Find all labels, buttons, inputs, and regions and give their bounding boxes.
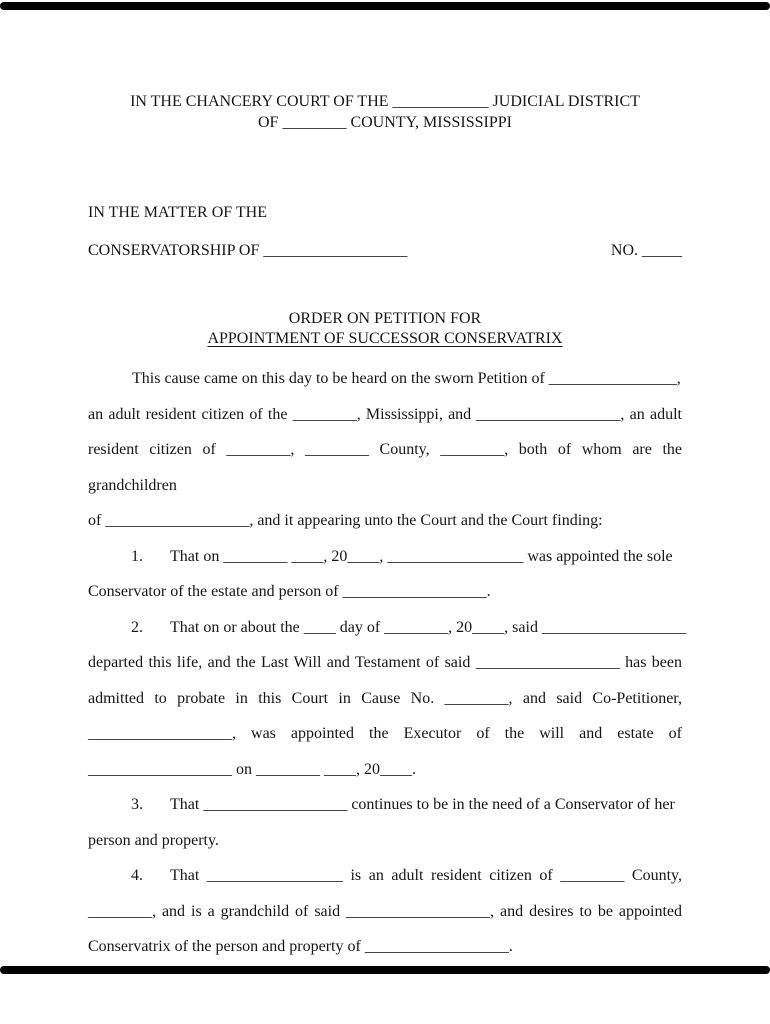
body-line: ________, and is a grandchild of said __________________, and desires to be appointed [88,902,682,920]
body-line: resident citizen of ________, ________ County, ________, both of whom are the grandchildren [88,441,682,494]
document-body [88,361,686,965]
body-line [88,787,682,823]
body-line-text: That __________________ continues to be in the need of a Conservator of her [170,796,675,813]
body-line: Conservatrix of the person and property of __________________. [88,938,513,955]
body-line-text: That _________________ is an adult resident citizen of ________ County, [170,867,682,884]
matter-of-line: IN THE MATTER OF THE [88,204,267,221]
document-content [88,0,686,965]
case-caption [88,203,682,261]
body-line: person and property. [88,831,219,849]
body-line [88,858,682,894]
body-line: Conservator of the estate and person of __________________. [88,583,491,600]
document-title [88,309,682,349]
paragraph-number: 2. [131,618,143,636]
body-line [88,539,682,575]
body-line: an adult resident citizen of the ________, Mississippi, and __________________, an adult [88,405,682,423]
court-header-line-2: OF ________ COUNTY, MISSISSIPPI [258,114,512,131]
scan-artifact-bar-bottom [0,966,770,974]
body-line-text: That on or about the ____ day of ________, 20____, said __________________ [170,618,686,636]
body-line: admitted to probate in this Court in Cause No. ________, and said Co-Petitioner, [88,689,682,707]
paragraph-number: 1. [131,547,143,565]
case-number: NO. _____ [610,242,682,259]
body-line: __________________ on ________ ____, 20____. [88,760,416,778]
body-line [88,610,686,646]
body-line: of __________________, and it appearing unto the Court and the Court finding: [88,512,603,529]
document-title-line-1: ORDER ON PETITION FOR [288,310,482,327]
court-header-line-1: IN THE CHANCERY COURT OF THE ____________ JUDICIAL DISTRICT [130,93,640,110]
conservatorship-line: CONSERVATORSHIP OF __________________ [88,242,408,259]
paragraph-number: 4. [131,867,143,884]
court-header [88,91,682,133]
body-line: This cause came on this day to be heard on the sworn Petition of ________________, [132,370,681,387]
body-line-text: That on ________ ____, 20____, _________________ was appointed the sole [170,547,673,565]
body-line: __________________, was appointed the Executor of the will and estate of [88,725,682,742]
paragraph-number: 3. [131,796,143,813]
body-line: departed this life, and the Last Will and Testament of said __________________ has been [88,654,682,671]
document-title-line-2: APPOINTMENT OF SUCCESSOR CONSERVATRIX [207,330,563,347]
